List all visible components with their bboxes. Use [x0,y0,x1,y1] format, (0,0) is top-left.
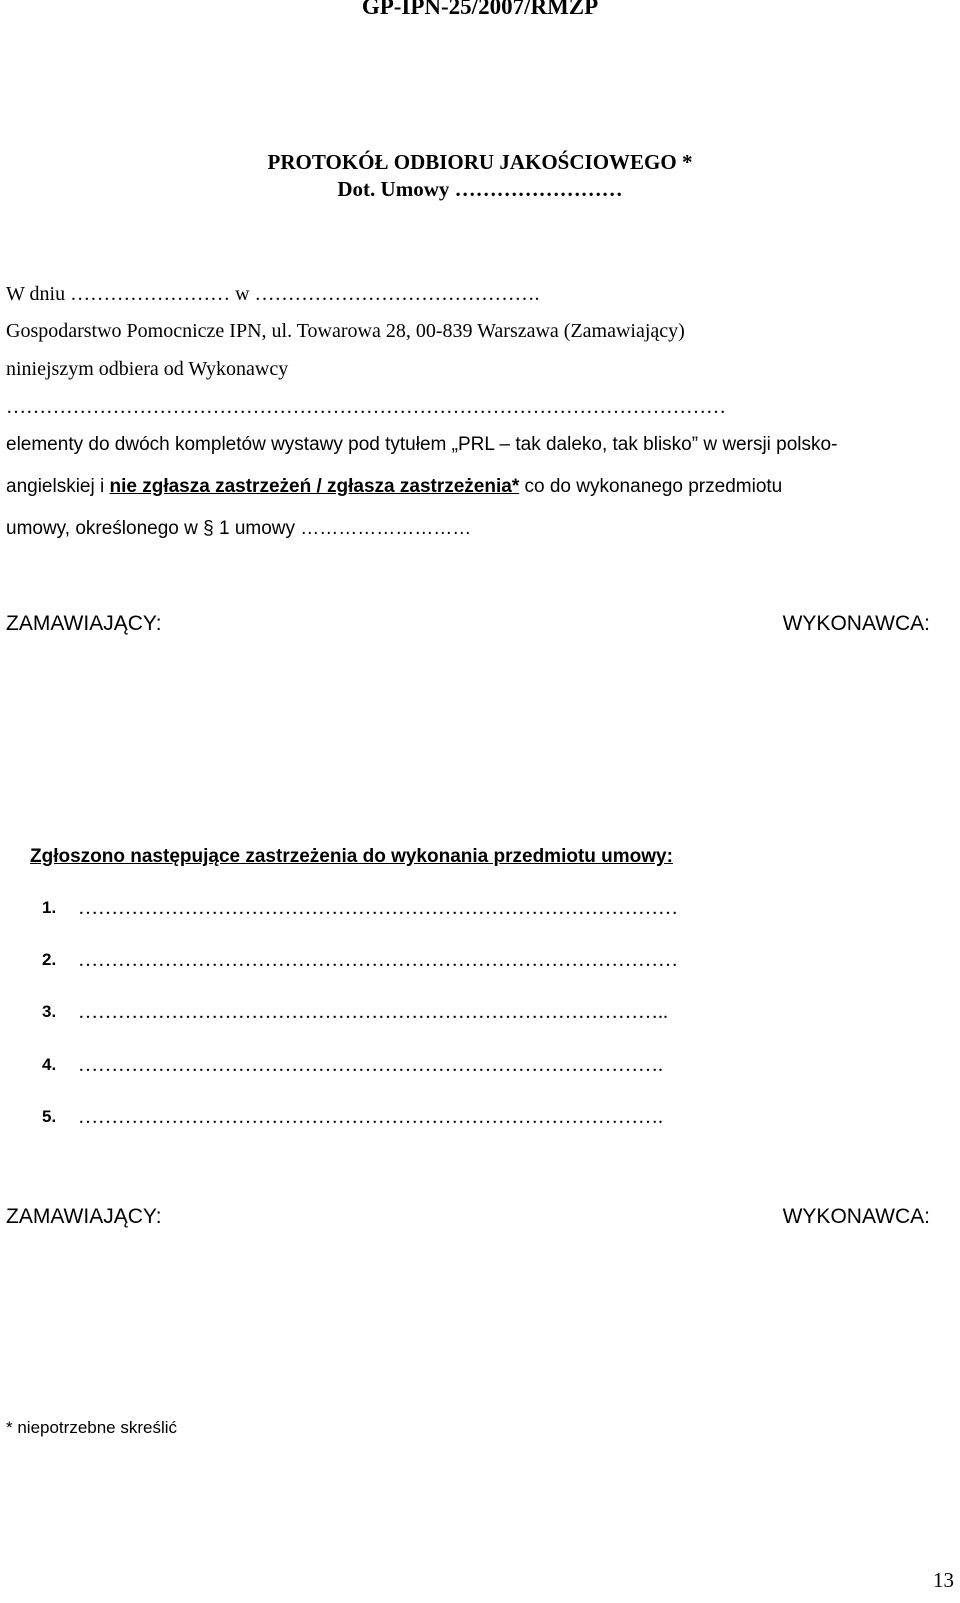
objection-blank: ……………………………………………………………………………… [78,897,678,919]
contractor-signature-label-top: WYKONAWCA: [782,612,930,635]
buyer-signature-label-bottom: ZAMAWIAJĄCY: [6,1205,162,1228]
contractor-blank-line: ……………………………………………………………………………………………… [6,396,726,418]
objection-blank: ……………………………………………………………………………. [78,1054,663,1076]
protocol-title: PROTOKÓŁ ODBIORU JAKOŚCIOWEGO * [267,150,693,174]
document-code: GP-IPN-25/2007/RMZP [361,0,599,19]
objections-statement-line [6,476,782,498]
contract-paragraph-line: umowy, określonego w § 1 umowy ……………………… [6,518,472,539]
contractor-signature-label-bottom: WYKONAWCA: [782,1205,930,1228]
objection-blank: ……………………………………………………………………………… [78,949,678,971]
receives-from-line: niniejszym odbiera od Wykonawcy [6,358,289,380]
contract-reference: Dot. Umowy …………………… [337,177,623,201]
statement-suffix: co do wykonanego przedmiotu [519,476,783,497]
objection-number: 2. [42,950,57,969]
objection-blank: …………………………………………………………………………….. [78,1001,668,1023]
objection-number: 5. [42,1107,57,1126]
page-number: 13 [933,1568,954,1592]
objection-number: 1. [42,898,57,917]
objection-number: 3. [42,1002,57,1021]
buyer-address-line: Gospodarstwo Pomocnicze IPN, ul. Towarowa 28, 00-839 Warszawa (Zamawiający) [6,320,685,342]
objections-heading: Zgłoszono następujące zastrzeżenia do wykonania przedmiotu umowy: [30,846,673,867]
date-place-line: W dniu …………………… w ……………………………………. [6,283,540,305]
statement-prefix: angielskiej i [6,476,110,497]
objection-number: 4. [42,1055,57,1074]
exhibition-elements-line: elementy do dwóch kompletów wystawy pod tytułem „PRL – tak daleko, tak blisko” w wersji polsko- [6,434,838,455]
buyer-signature-label-top: ZAMAWIAJĄCY: [6,612,162,635]
objections-choice: nie zgłasza zastrzeżeń / zgłasza zastrzeżenia* [109,476,520,497]
footnote: * niepotrzebne skreślić [6,1418,178,1437]
objection-blank: ……………………………………………………………………………. [78,1106,663,1128]
